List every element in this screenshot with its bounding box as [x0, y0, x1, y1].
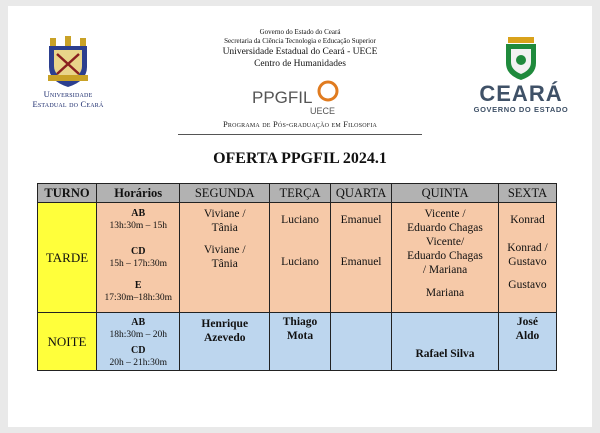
quarta-tarde [331, 203, 392, 313]
professor-name: Konrad / [507, 242, 548, 254]
professor-name: Emanuel [340, 214, 382, 226]
quarta-noite [331, 313, 392, 371]
professor-name: Konrad [510, 214, 545, 226]
header-horarios: Horários [97, 184, 180, 203]
gov-line-2: Secretaria da Ciência Tecnologia e Educação Superior [224, 37, 376, 45]
professor-name: Aldo [515, 330, 540, 342]
professor-name: Tânia [211, 222, 238, 234]
professor-name: Mariana [425, 287, 465, 299]
professor-name: Luciano [281, 214, 319, 226]
slot-code: CD [131, 246, 146, 257]
gov-line-3: Universidade Estadual do Ceará - UECE [222, 47, 378, 57]
professor-name: Eduardo Chagas [407, 222, 483, 234]
schedule-table [37, 183, 557, 371]
turno-tarde: TARDE [38, 203, 97, 313]
ceara-name: CEARÁ [479, 81, 563, 106]
slot-code: AB [131, 317, 146, 328]
professor-name: Azevedo [203, 332, 246, 344]
ceara-logo [466, 37, 576, 114]
professor-name: Emanuel [340, 256, 382, 268]
gov-line-4: Centro de Humanidades [254, 59, 346, 69]
uece-name-line2: Estadual do Ceará [32, 99, 104, 109]
ceara-subtitle: GOVERNO DO ESTADO [473, 105, 569, 114]
gov-line-1: Governo do Estado do Ceará [259, 28, 341, 36]
horarios-noite [97, 313, 180, 371]
uece-name-line1: Universidade [43, 89, 93, 99]
professor-name: Viviane / [203, 244, 246, 256]
slot-code: AB [131, 208, 146, 219]
horarios-tarde [97, 203, 180, 313]
ppgfil-logo-text: PPGFIL [252, 88, 313, 107]
sexta-noite [498, 313, 556, 371]
ppgfil-logo-sub: UECE [310, 106, 336, 116]
slot-code: CD [131, 345, 146, 356]
header-segunda: SEGUNDA [180, 184, 270, 203]
professor-name: Luciano [281, 256, 319, 268]
slot-code: E [134, 280, 142, 291]
professor-name: Vicente / [424, 208, 466, 220]
slot-time: 15h – 17h:30m [109, 259, 167, 269]
professor-name: Gustavo [508, 256, 547, 268]
letterhead-text [175, 28, 425, 70]
header-divider [178, 134, 422, 135]
slot-time: 18h:30m – 20h [109, 330, 167, 340]
ppgfil-logo [248, 79, 348, 117]
quinta-noite [392, 313, 499, 371]
header-sexta: SEXTA [498, 184, 556, 203]
professor-name: Thiago [282, 316, 318, 328]
table-row-tarde [38, 203, 557, 313]
table-row-noite [38, 313, 557, 371]
ceara-crest-icon [504, 37, 538, 81]
terca-tarde [270, 203, 331, 313]
header-quarta: QUARTA [331, 184, 392, 203]
table-header-row [38, 184, 557, 203]
professor-name: Mota [286, 330, 314, 342]
program-name: Programa de Pós-graduação em Filosofia [222, 119, 378, 129]
segunda-tarde [180, 203, 270, 313]
uece-crest-icon [45, 35, 91, 89]
page-title: OFERTA PPGFIL 2024.1 [213, 150, 387, 167]
segunda-noite [180, 313, 270, 371]
professor-name: José [516, 316, 539, 328]
slot-time: 17:30m–18h:30m [104, 293, 173, 303]
terca-noite [270, 313, 331, 371]
quinta-tarde [392, 203, 499, 313]
professor-name: Viviane / [203, 208, 246, 220]
professor-name: Henrique [201, 318, 249, 330]
professor-name: Gustavo [508, 279, 547, 291]
header-terca: TERÇA [270, 184, 331, 203]
slot-time: 13h:30m – 15h [109, 221, 167, 231]
sexta-tarde [498, 203, 556, 313]
header-turno: TURNO [38, 184, 97, 203]
professor-name: Eduardo Chagas [407, 250, 483, 262]
professor-name: Vicente/ [425, 236, 465, 248]
uece-logo [18, 35, 118, 109]
professor-name: / Mariana [422, 264, 468, 276]
slot-time: 20h – 21h:30m [109, 358, 167, 368]
professor-name: Rafael Silva [415, 348, 475, 360]
professor-name: Tânia [211, 258, 238, 270]
header-quinta: QUINTA [392, 184, 499, 203]
turno-noite: NOITE [38, 313, 97, 371]
